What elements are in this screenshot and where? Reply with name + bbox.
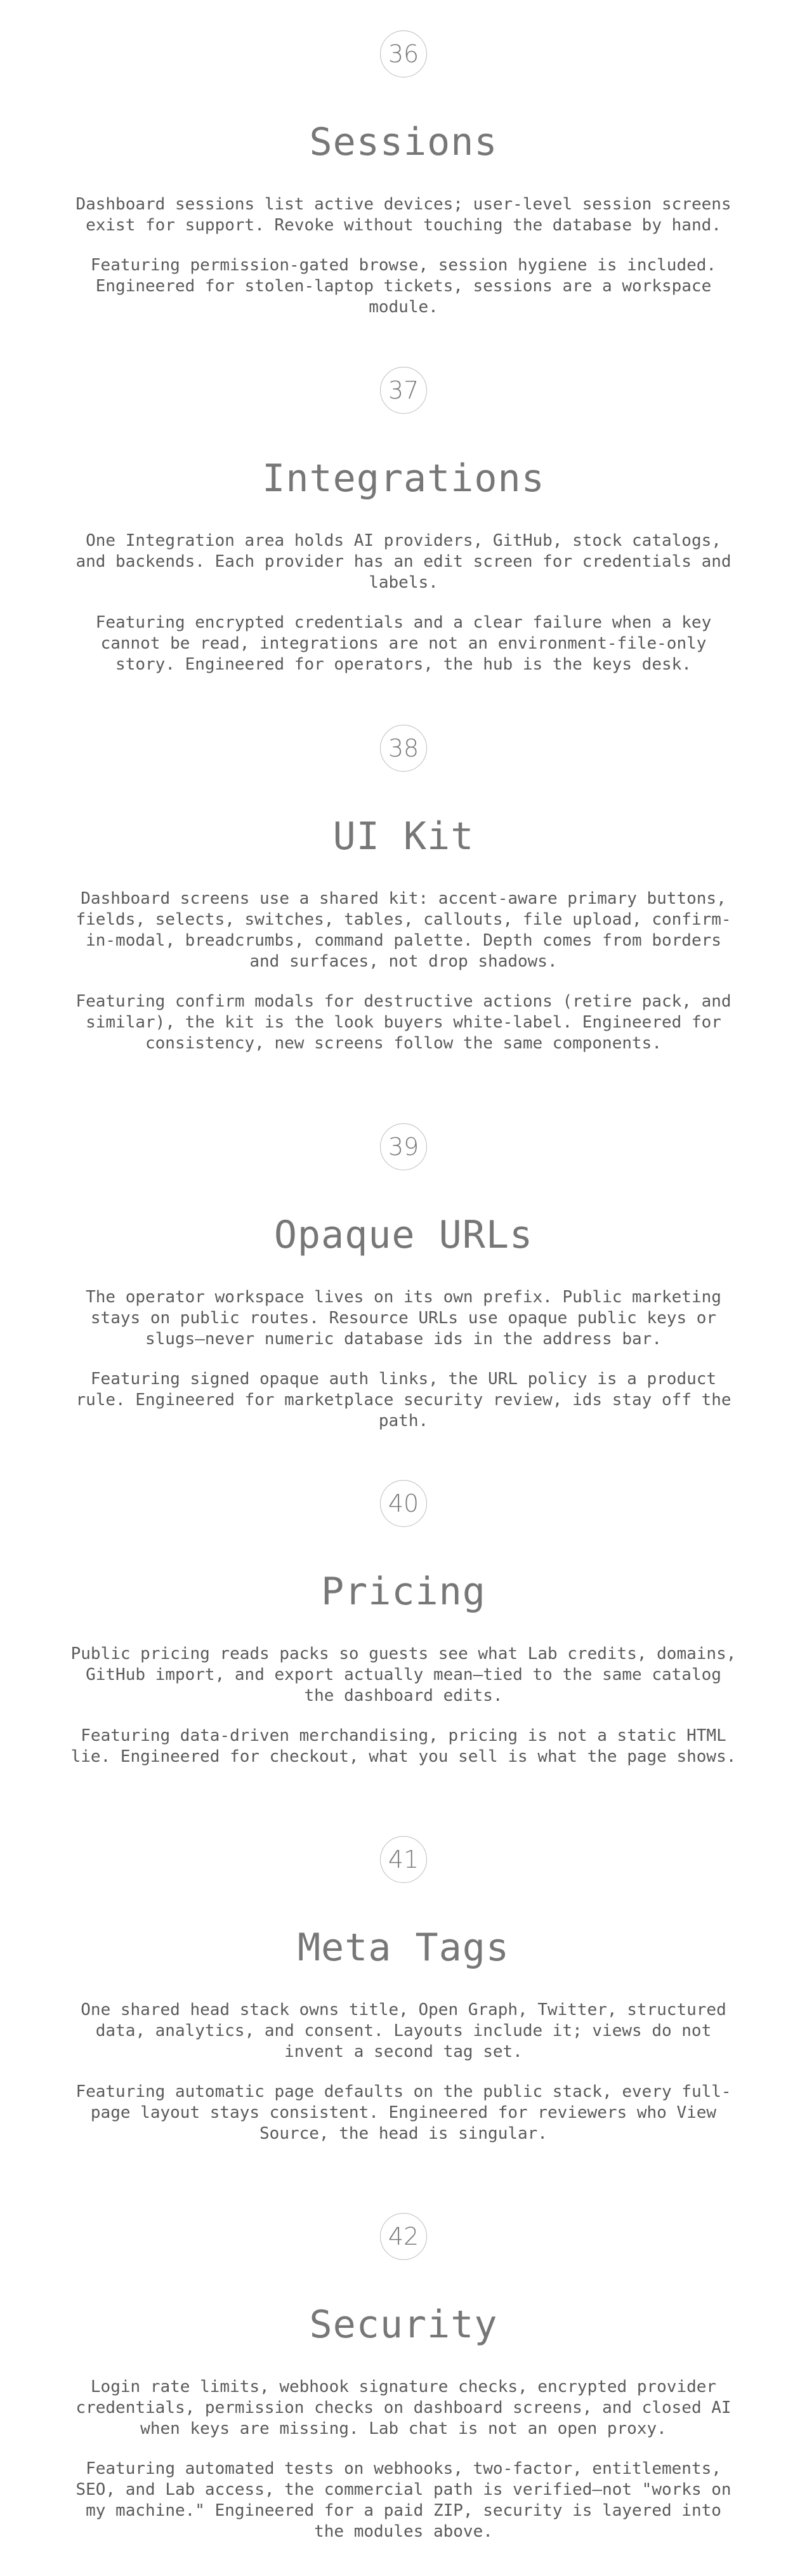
section-number-badge: 37 xyxy=(380,367,427,414)
section-paragraph: The operator workspace lives on its own prefix. Public marketing stays on public routes. Resource URLs use opaque public keys or slugs—never numeric database ids in the address bar. xyxy=(86,1288,721,1349)
section-integrations xyxy=(0,367,807,675)
section-ui-kit xyxy=(0,725,807,1054)
section-number-badge: 36 xyxy=(380,30,427,77)
section-title: UI Kit xyxy=(332,814,475,859)
section-meta-tags xyxy=(0,1836,807,2144)
section-paragraph: Featuring signed opaque auth links, the URL policy is a product rule. Engineered for marketplace security review, ids stay off the path. xyxy=(75,1370,732,1430)
section-title: Opaque URLs xyxy=(273,1213,534,1257)
section-pricing xyxy=(0,1480,807,1767)
section-number-badge: 40 xyxy=(380,1480,427,1527)
section-title: Integrations xyxy=(262,456,545,501)
section-number-badge: 38 xyxy=(380,725,427,772)
section-paragraph: Dashboard screens use a shared kit: accent-aware primary buttons, fields, selects, switches, tables, callouts, file upload, confirm-in-modal, breadcrumbs, command palette. Depth comes from borders and surfaces, not drop shadows. xyxy=(75,889,732,971)
section-paragraph: Dashboard sessions list active devices; user-level session screens exist for support. Revoke without touching the database by hand. xyxy=(75,195,732,235)
section-paragraph: One shared head stack owns title, Open Graph, Twitter, structured data, analytics, and consent. Layouts include it; views do not invent a second tag set. xyxy=(81,2000,726,2061)
section-sessions xyxy=(0,30,807,318)
section-paragraph: Public pricing reads packs so guests see what Lab credits, domains, GitHub import, and export actually mean—tied to the same catalog the dashboard edits. xyxy=(70,1644,737,1705)
section-paragraph: Featuring permission-gated browse, session hygiene is included. Engineered for stolen-laptop tickets, sessions are a workspace module. xyxy=(90,256,717,317)
section-number-badge: 42 xyxy=(380,2213,427,2260)
section-number-badge: 41 xyxy=(380,1836,427,1883)
section-paragraph: Featuring confirm modals for destructive actions (retire pack, and similar), the kit is the look buyers white-label. Engineered for consistency, new screens follow the same components. xyxy=(75,992,732,1053)
section-title: Pricing xyxy=(321,1569,486,1614)
section-number-badge: 39 xyxy=(380,1123,427,1170)
section-title: Meta Tags xyxy=(297,1925,510,1970)
section-paragraph: Featuring automatic page defaults on the public stack, every full-page layout stays consistent. Engineered for reviewers who View Source, the head is singular. xyxy=(75,2082,732,2143)
section-paragraph: One Integration area holds AI providers, GitHub, stock catalogs, and backends. Each provider has an edit screen for credentials and labels. xyxy=(75,531,732,592)
section-title: Sessions xyxy=(309,120,498,164)
section-security xyxy=(0,2213,807,2542)
section-opaque-urls xyxy=(0,1123,807,1432)
section-paragraph: Featuring automated tests on webhooks, two-factor, entitlements, SEO, and Lab access, the commercial path is verified—not "works on my machine." Engineered for a paid ZIP, security is layered into the modules above. xyxy=(75,2459,732,2541)
section-paragraph: Featuring encrypted credentials and a clear failure when a key cannot be read, integrations are not an environment-file-only story. Engineered for operators, the hub is the keys desk. xyxy=(95,613,712,674)
section-paragraph: Login rate limits, webhook signature checks, encrypted provider credentials, permission checks on dashboard screens, and closed AI when keys are missing. Lab chat is not an open proxy. xyxy=(75,2377,732,2438)
section-title: Security xyxy=(309,2302,498,2347)
section-paragraph: Featuring data-driven merchandising, pricing is not a static HTML lie. Engineered for checkout, what you sell is what the page shows. xyxy=(70,1726,737,1766)
